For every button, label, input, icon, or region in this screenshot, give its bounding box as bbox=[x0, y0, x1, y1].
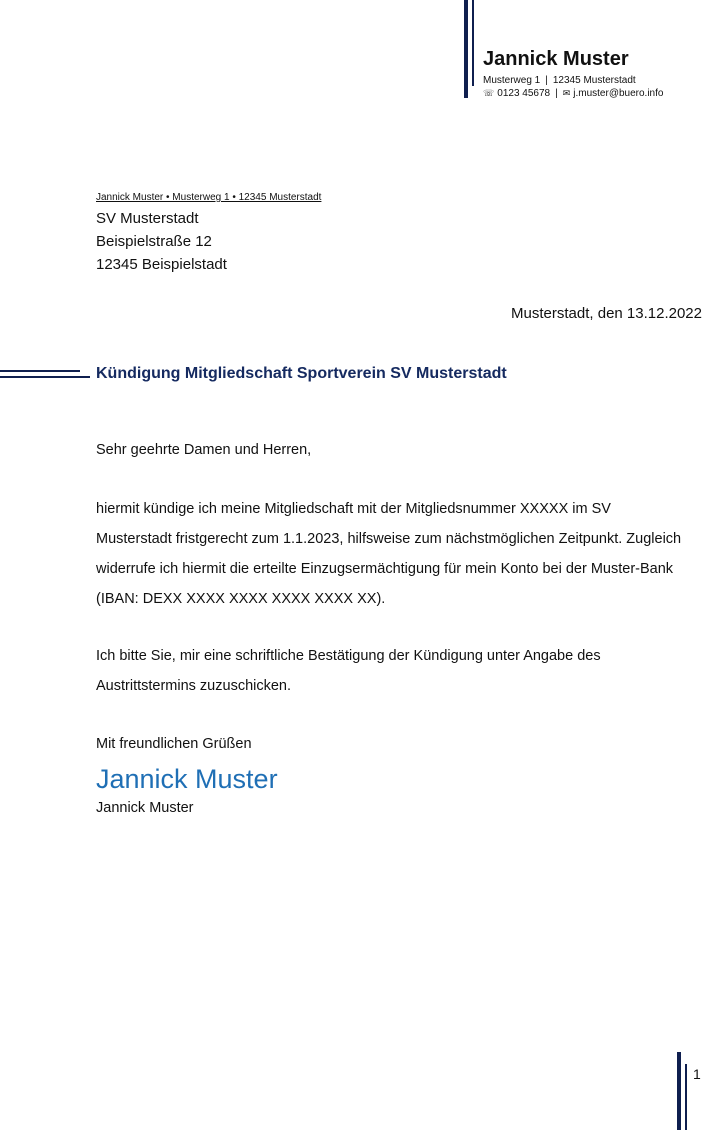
paragraph-line: (IBAN: DEXX XXXX XXXX XXXX XXXX XX). bbox=[96, 591, 386, 607]
sender-name: Jannick Muster bbox=[483, 48, 629, 70]
recipient-line: SV Musterstadt bbox=[96, 210, 199, 227]
footer-bar-thin bbox=[685, 1064, 687, 1130]
separator: | bbox=[545, 75, 548, 86]
recipient-address bbox=[96, 207, 227, 276]
sender-address-line bbox=[483, 74, 636, 87]
body-paragraph-2 bbox=[96, 641, 700, 701]
paragraph-line: Musterstadt fristgerecht zum 1.1.2023, hilfsweise zum nächstmöglichen Zeitpunkt. Zugleich bbox=[96, 531, 682, 547]
sender-email: j.muster@buero.info bbox=[573, 88, 664, 99]
letter-date: Musterstadt, den 13.12.2022 bbox=[511, 305, 702, 322]
envelope-icon: ✉ bbox=[562, 88, 571, 98]
paragraph-line: Ich bitte Sie, mir eine schriftliche Bestätigung der Kündigung unter Angabe des bbox=[96, 648, 601, 664]
sender-phone: 0123 45678 bbox=[497, 88, 551, 99]
page-number: 1 bbox=[693, 1066, 701, 1082]
signature: Jannick Muster bbox=[96, 764, 278, 794]
recipient-line: Beispielstraße 12 bbox=[96, 233, 212, 250]
sender-contact-line bbox=[483, 87, 663, 100]
sender-city: 12345 Musterstadt bbox=[552, 75, 636, 86]
body-paragraph-1 bbox=[96, 494, 700, 614]
closing: Mit freundlichen Grüßen bbox=[96, 736, 252, 752]
paragraph-line: Austrittstermins zuzuschicken. bbox=[96, 678, 292, 694]
phone-icon: ☏ bbox=[483, 88, 495, 98]
sender-street: Musterweg 1 bbox=[483, 75, 541, 86]
subject-rule-top bbox=[0, 370, 80, 372]
header-bar-thin bbox=[472, 0, 474, 86]
salutation: Sehr geehrte Damen und Herren, bbox=[96, 442, 312, 458]
subject-rule-bottom bbox=[0, 376, 90, 378]
paragraph-line: hiermit kündige ich meine Mitgliedschaft mit der Mitgliedsnummer XXXXX im SV bbox=[96, 501, 611, 517]
return-address: Jannick Muster • Musterweg 1 • 12345 Musterstadt bbox=[96, 192, 322, 203]
header-bar-thick bbox=[464, 0, 468, 98]
separator: | bbox=[555, 88, 558, 99]
subject-line: Kündigung Mitgliedschaft Sportverein SV Musterstadt bbox=[96, 365, 507, 382]
signer-name: Jannick Muster bbox=[96, 800, 194, 816]
footer-bar-thick bbox=[677, 1052, 681, 1130]
paragraph-line: widerrufe ich hiermit die erteilte Einzugsermächtigung für mein Konto bei der Muster-Bank bbox=[96, 561, 674, 577]
recipient-line: 12345 Beispielstadt bbox=[96, 256, 227, 273]
